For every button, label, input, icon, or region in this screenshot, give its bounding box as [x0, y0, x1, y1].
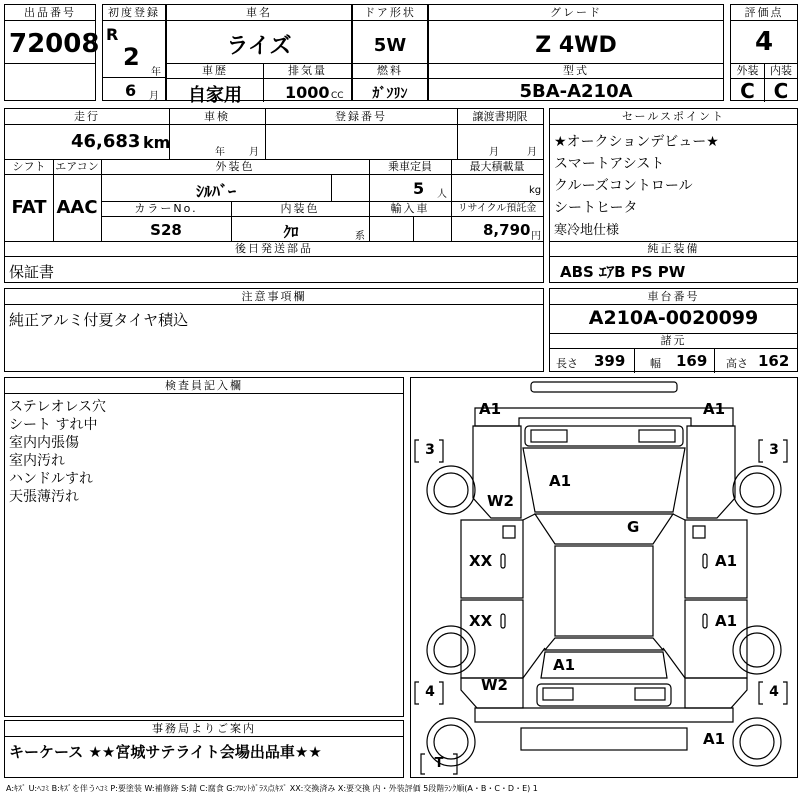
notes-label: 注意事項欄 — [5, 289, 543, 305]
shift: FAT — [11, 197, 47, 218]
length-label: 長さ — [556, 357, 578, 370]
rear-window-icon — [545, 638, 663, 650]
front-bumper-icon — [531, 382, 677, 392]
height: 162 — [758, 352, 790, 370]
sales-point-item: クルーズコントロール — [554, 178, 693, 194]
registration-year: 2 — [123, 43, 140, 71]
history: 自家用 — [188, 85, 242, 106]
sales-point-item: シートヒータ — [554, 200, 638, 216]
inspector-note-line: ステレオレス穴 — [9, 399, 107, 415]
displacement: 1000 — [285, 83, 330, 102]
first-registration-label: 初度登録 — [103, 5, 165, 21]
sales-point-item: 寒冷地仕様 — [554, 223, 620, 238]
damage-diagram-box — [410, 377, 798, 778]
height-label: 高さ — [726, 357, 748, 370]
right-mirror-icon — [693, 526, 705, 538]
right-rear-fender-icon — [685, 678, 747, 708]
damage-mark: G — [627, 518, 640, 536]
cc-unit: CC — [331, 91, 344, 101]
later-parts: 保証書 — [9, 263, 55, 281]
model-label: 型式 — [429, 63, 723, 79]
era: R — [106, 25, 119, 44]
damage-mark: XX — [469, 612, 493, 630]
grade-label: グレード — [429, 5, 723, 21]
sales-points-box — [549, 108, 798, 283]
person-unit: 人 — [437, 189, 447, 200]
door-box — [352, 4, 428, 101]
damage-mark: XX — [469, 552, 493, 570]
inspection-month-unit: 月 — [249, 147, 259, 158]
year-unit: 年 — [151, 67, 161, 78]
capacity: 5 — [413, 179, 425, 198]
car-name-label: 車名 — [167, 5, 351, 21]
length: 399 — [594, 352, 626, 370]
damage-mark: W2 — [481, 676, 508, 694]
month-unit: 月 — [149, 91, 159, 102]
inspection-label: 車検 — [169, 109, 265, 125]
interior-color-label: 内装色 — [231, 201, 369, 217]
chassis-number-label: 車台番号 — [550, 289, 797, 305]
capacity-label: 乗車定員 — [369, 159, 451, 175]
inspector-note-line: 室内汚れ — [9, 453, 65, 469]
inspector-notes-box — [4, 377, 404, 717]
ac-label: エアコン — [53, 159, 101, 175]
score-box — [730, 4, 798, 101]
tire-rating: 3 — [769, 442, 779, 458]
rear-panel-icon — [537, 684, 671, 706]
notes: 純正アルミ付夏タイヤ積込 — [9, 311, 189, 329]
front-grille-icon — [525, 426, 683, 446]
rear-bumper-icon — [475, 708, 733, 722]
roof-icon — [555, 546, 653, 636]
equipment: ABS ｴｱB PS PW — [560, 263, 686, 281]
inspector-note-line: 室内内張傷 — [9, 435, 79, 451]
later-parts-label: 後日発送部品 — [5, 241, 543, 257]
recycle-deposit: 8,790 — [483, 221, 531, 239]
tire-rating: 3 — [425, 442, 435, 458]
interior-grade: C — [773, 79, 789, 103]
exterior-color: ｼﾙﾊﾞｰ — [195, 182, 236, 201]
first-registration-box — [102, 4, 166, 101]
fuel: ｶﾞｿﾘﾝ — [372, 86, 408, 102]
color-number: S28 — [150, 221, 182, 239]
exterior-grade: C — [740, 79, 755, 103]
kg-unit: kg — [529, 185, 542, 196]
windshield-icon — [535, 514, 673, 544]
vehicle-details-box — [4, 108, 544, 283]
mileage-label: 走行 — [5, 109, 169, 125]
inspector-note-line: ハンドルすれ — [9, 471, 93, 487]
km-unit: km — [143, 133, 171, 152]
sales-points-label: セールスポイント — [550, 109, 797, 125]
exterior-color-label: 外装色 — [101, 159, 369, 175]
damage-mark: W2 — [487, 492, 514, 510]
tire-rating: 4 — [769, 684, 779, 700]
office-notice: キーケース ★★宮城サテライト会場出品車★★ — [9, 743, 322, 761]
inspector-note-line: シート すれ中 — [9, 417, 98, 433]
transfer-month-unit: 月 — [489, 147, 499, 158]
yen-unit: 円 — [531, 231, 541, 242]
history-label: 車歴 — [167, 63, 263, 79]
left-mirror-icon — [503, 526, 515, 538]
model-code: 5BA-A210A — [519, 81, 633, 102]
car-diagram — [411, 378, 797, 777]
color-family-unit: 系 — [355, 231, 365, 242]
mileage: 46,683 — [71, 131, 141, 152]
lot-number: 72008 — [9, 29, 100, 59]
equipment-label: 純正装備 — [550, 241, 797, 257]
damage-mark: A1 — [715, 552, 738, 570]
door-label: ドア形状 — [353, 5, 427, 21]
sales-point-item: ★オークションデビュー★ — [554, 134, 719, 150]
hood-icon — [523, 448, 685, 512]
spare-tire-well-icon — [521, 728, 687, 750]
registration-number-label: 登録番号 — [265, 109, 457, 125]
width-label: 幅 — [650, 357, 661, 370]
front-panel-icon — [475, 408, 733, 426]
transfer-deadline-label: 譲渡書期限 — [457, 109, 543, 125]
inspector-notes-label: 検査員記入欄 — [5, 378, 403, 394]
car-name-box — [166, 4, 352, 106]
damage-mark: A1 — [703, 730, 726, 748]
sales-point-item: スマートアシスト — [554, 156, 665, 172]
dimensions-label: 諸元 — [550, 333, 797, 349]
transfer-day-unit: 月 — [527, 147, 537, 158]
office-notice-box — [4, 720, 404, 778]
car-name: ライズ — [226, 34, 292, 59]
notes-box — [4, 288, 544, 372]
width: 169 — [676, 352, 708, 370]
damage-mark: A1 — [703, 400, 726, 418]
grade: Z 4WD — [535, 33, 617, 58]
right-front-fender-icon — [687, 426, 735, 518]
chassis-box — [549, 288, 798, 372]
score-label: 評価点 — [731, 5, 797, 21]
door-type: 5W — [373, 35, 407, 56]
lot-number-box — [4, 4, 100, 101]
inspector-note-line: 天張薄汚れ — [9, 489, 79, 505]
air-conditioner: AAC — [56, 197, 98, 218]
legend: A:ｷｽﾞ U:ﾍｺﾐ B:ｷｽﾞを伴うﾍｺﾐ P:要塗装 W:補修跡 S:錆 C:腐食 G:ﾌﾛﾝﾄｶﾞﾗｽ点ｷｽﾞ XX:交換済み X:要交換 内・外装評価 5段階ﾗﾝｸ順(A・B・C・D・E) 1 — [6, 784, 538, 793]
office-notice-label: 事務局よりご案内 — [5, 721, 403, 737]
tire-rating: 4 — [425, 684, 435, 700]
interior-color: ｸﾛ — [283, 223, 299, 241]
grade-box — [428, 4, 724, 101]
damage-mark: A1 — [549, 472, 572, 490]
damage-mark: A1 — [553, 656, 576, 674]
damage-mark: A1 — [715, 612, 738, 630]
inspection-year-unit: 年 — [215, 147, 225, 158]
interior-label: 内装 — [765, 63, 797, 79]
chassis-number: A210A-0020099 — [588, 307, 759, 329]
color-number-label: カラーNo. — [101, 201, 231, 217]
lot-number-label: 出品番号 — [5, 5, 95, 21]
max-load-label: 最大積載量 — [451, 159, 543, 175]
overall-score: 4 — [754, 27, 774, 57]
registration-month: 6 — [125, 81, 137, 100]
damage-mark: A1 — [479, 400, 502, 418]
recycle-label: リサイクル預託金 — [451, 201, 543, 217]
exterior-label: 外装 — [731, 63, 764, 79]
spare-tire-mark: T — [434, 756, 444, 771]
fuel-label: 燃料 — [353, 63, 427, 79]
import-label: 輸入車 — [369, 201, 451, 217]
shift-label: シフト — [5, 159, 53, 175]
displacement-label: 排気量 — [264, 63, 351, 79]
